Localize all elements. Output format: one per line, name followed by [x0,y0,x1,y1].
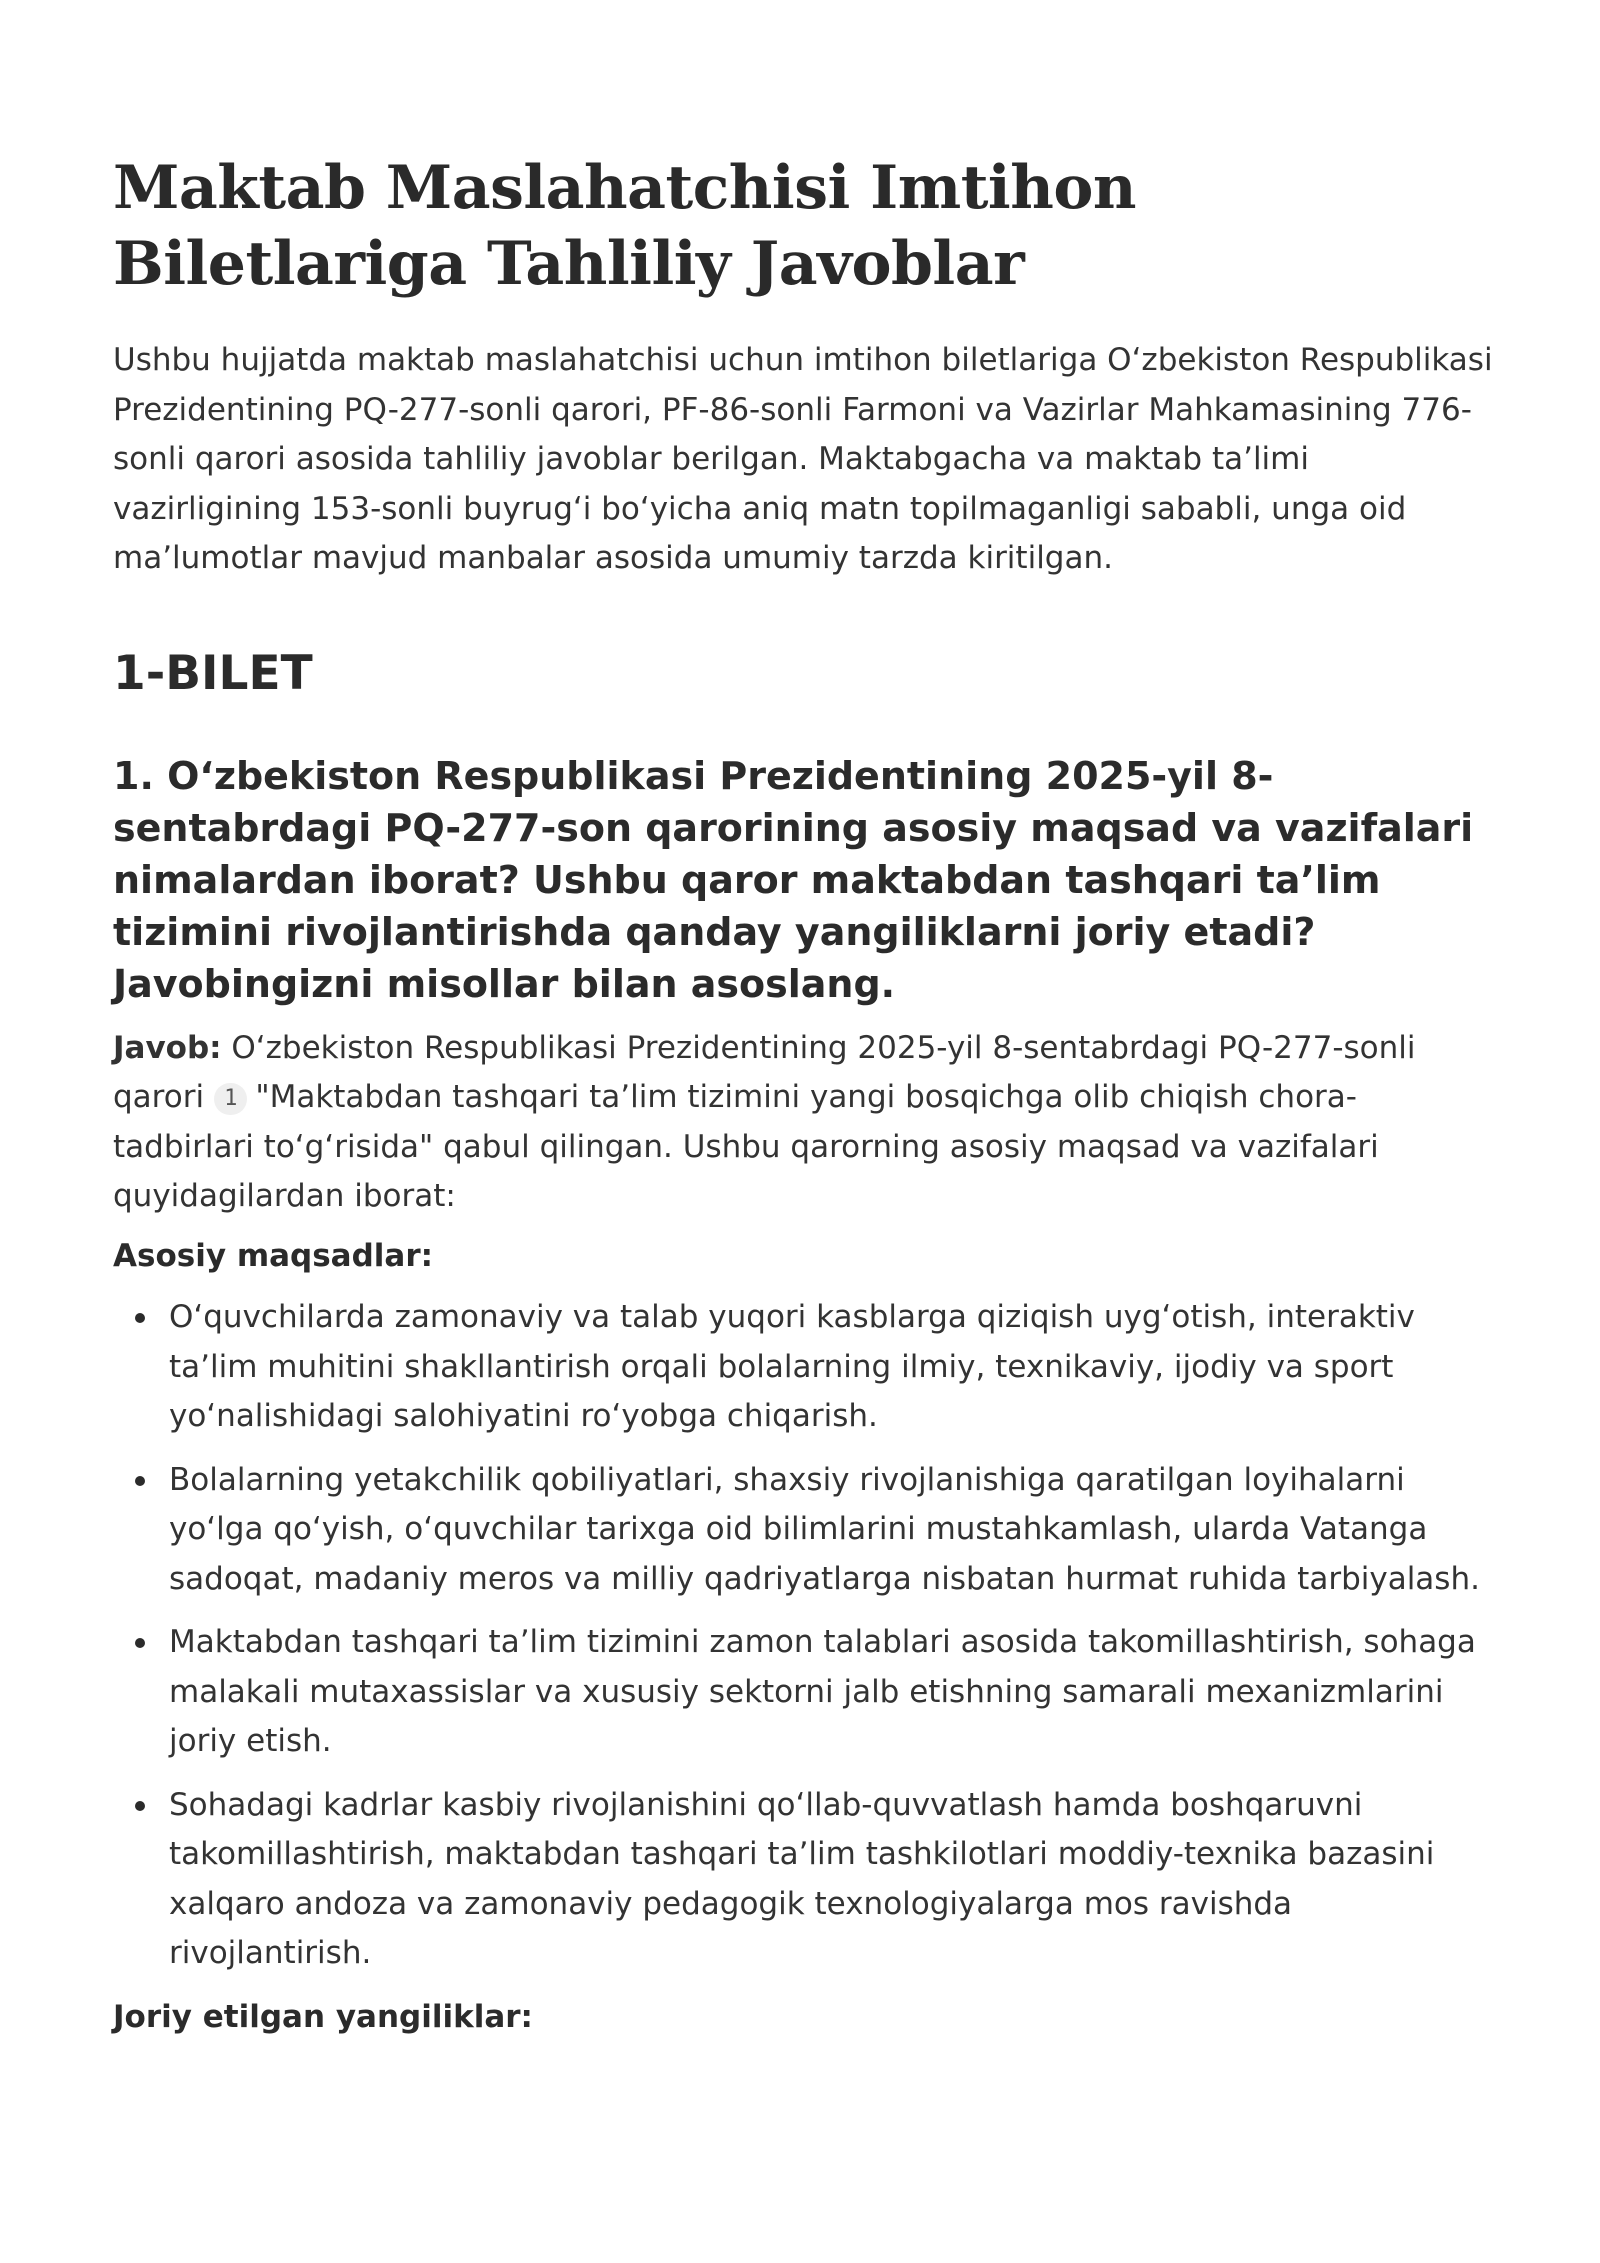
bullet-icon [135,1638,145,1648]
goals-heading: Asosiy maqsadlar: [113,1237,434,1274]
citation-badge[interactable]: 1 [214,1083,247,1115]
bullet-icon [135,1476,145,1486]
innovations-heading: Joriy etilgan yangiliklar: [113,1998,533,2035]
question-heading: 1. O‘zbekiston Respublikasi Prezidentining 2025-yil 8-sentabrdagi PQ-277-son qarorining asosiy maqsad va vazifalari nimalardan iborat? Ushbu qaror maktabdan tashqari ta’lim tizimini rivojlantirishda qanday yangiliklarni joriy etadi? Javobingizni misollar bilan asoslang. [113,753,1474,1006]
list-item-text: O‘quvchilarda zamonaviy va talab yuqori kasblarga qiziqish uyg‘otish, interaktiv ta’lim muhitini shakllantirish orqali bolalarning ilmiy, texnikaviy, ijodiy va sport yo‘nalishidagi salohiyatini ro‘yobga chiqarish. [169,1299,1415,1434]
intro-paragraph: Ushbu hujjatda maktab maslahatchisi uchun imtihon biletlariga O‘zbekiston Respublikasi Prezidentining PQ-277-sonli qarori, PF-86-sonli Farmoni va Vazirlar Mahkamasining 776-sonli qarori asosida tahliliy javoblar berilgan. Maktabgacha va maktab ta’limi vazirligining 153-sonli buyrug‘i bo‘yicha aniq matn topilmaganligi sababli, unga oid ma’lumotlar mavjud manbalar asosida umumiy tarzda kiritilgan. [113,342,1493,576]
list-item [113,1618,1493,1767]
answer-text-part1: O‘zbekiston Respublikasi Prezidentining 2025-yil 8-sentabrdagi PQ-277-sonli qarori [113,1029,1416,1115]
ticket-heading: 1-BILET [113,645,313,701]
answer-text-part2: "Maktabdan tashqari ta’lim tizimini yangi bosqichga olib chiqish chora-tadbirlari to‘g‘risida" qabul qilingan. Ushbu qarorning asosiy maqsad va vazifalari quyidagilardan iborat: [113,1079,1379,1214]
goals-list [113,1293,1493,1979]
list-item-text: Maktabdan tashqari ta’lim tizimini zamon talablari asosida takomillashtirish, sohaga malakali mutaxassislar va xususiy sektorni jalb etishning samarali mexanizmlarini joriy etish. [169,1624,1476,1759]
document-page [113,150,1493,2054]
answer-paragraph [113,1024,1493,1222]
list-item [113,1456,1493,1605]
answer-lead: Javob: [113,1029,222,1066]
list-item-text: Bolalarning yetakchilik qobiliyatlari, shaxsiy rivojlanishiga qaratilgan loyihalarni yo‘lga qo‘yish, o‘quvchilar tarixga oid bilimlarini mustahkamlash, ularda Vatanga sadoqat, madaniy meros va milliy qadriyatlarga nisbatan hurmat ruhida tarbiyalash. [169,1461,1480,1597]
bullet-icon [135,1801,145,1811]
list-item-text: Sohadagi kadrlar kasbiy rivojlanishini qo‘llab-quvvatlash hamda boshqaruvni takomillashtirish, maktabdan tashqari ta’lim tashkilotlari moddiy-texnika bazasini xalqaro andoza va zamonaviy pedagogik texnologiyalarga mos ravishda rivojlantirish. [169,1786,1435,1971]
bullet-icon [135,1313,145,1323]
list-item [113,1781,1493,1979]
list-item [113,1293,1493,1442]
document-title: Maktab Maslahatchisi Imtihon Biletlariga Tahliliy Javoblar [113,153,1136,299]
